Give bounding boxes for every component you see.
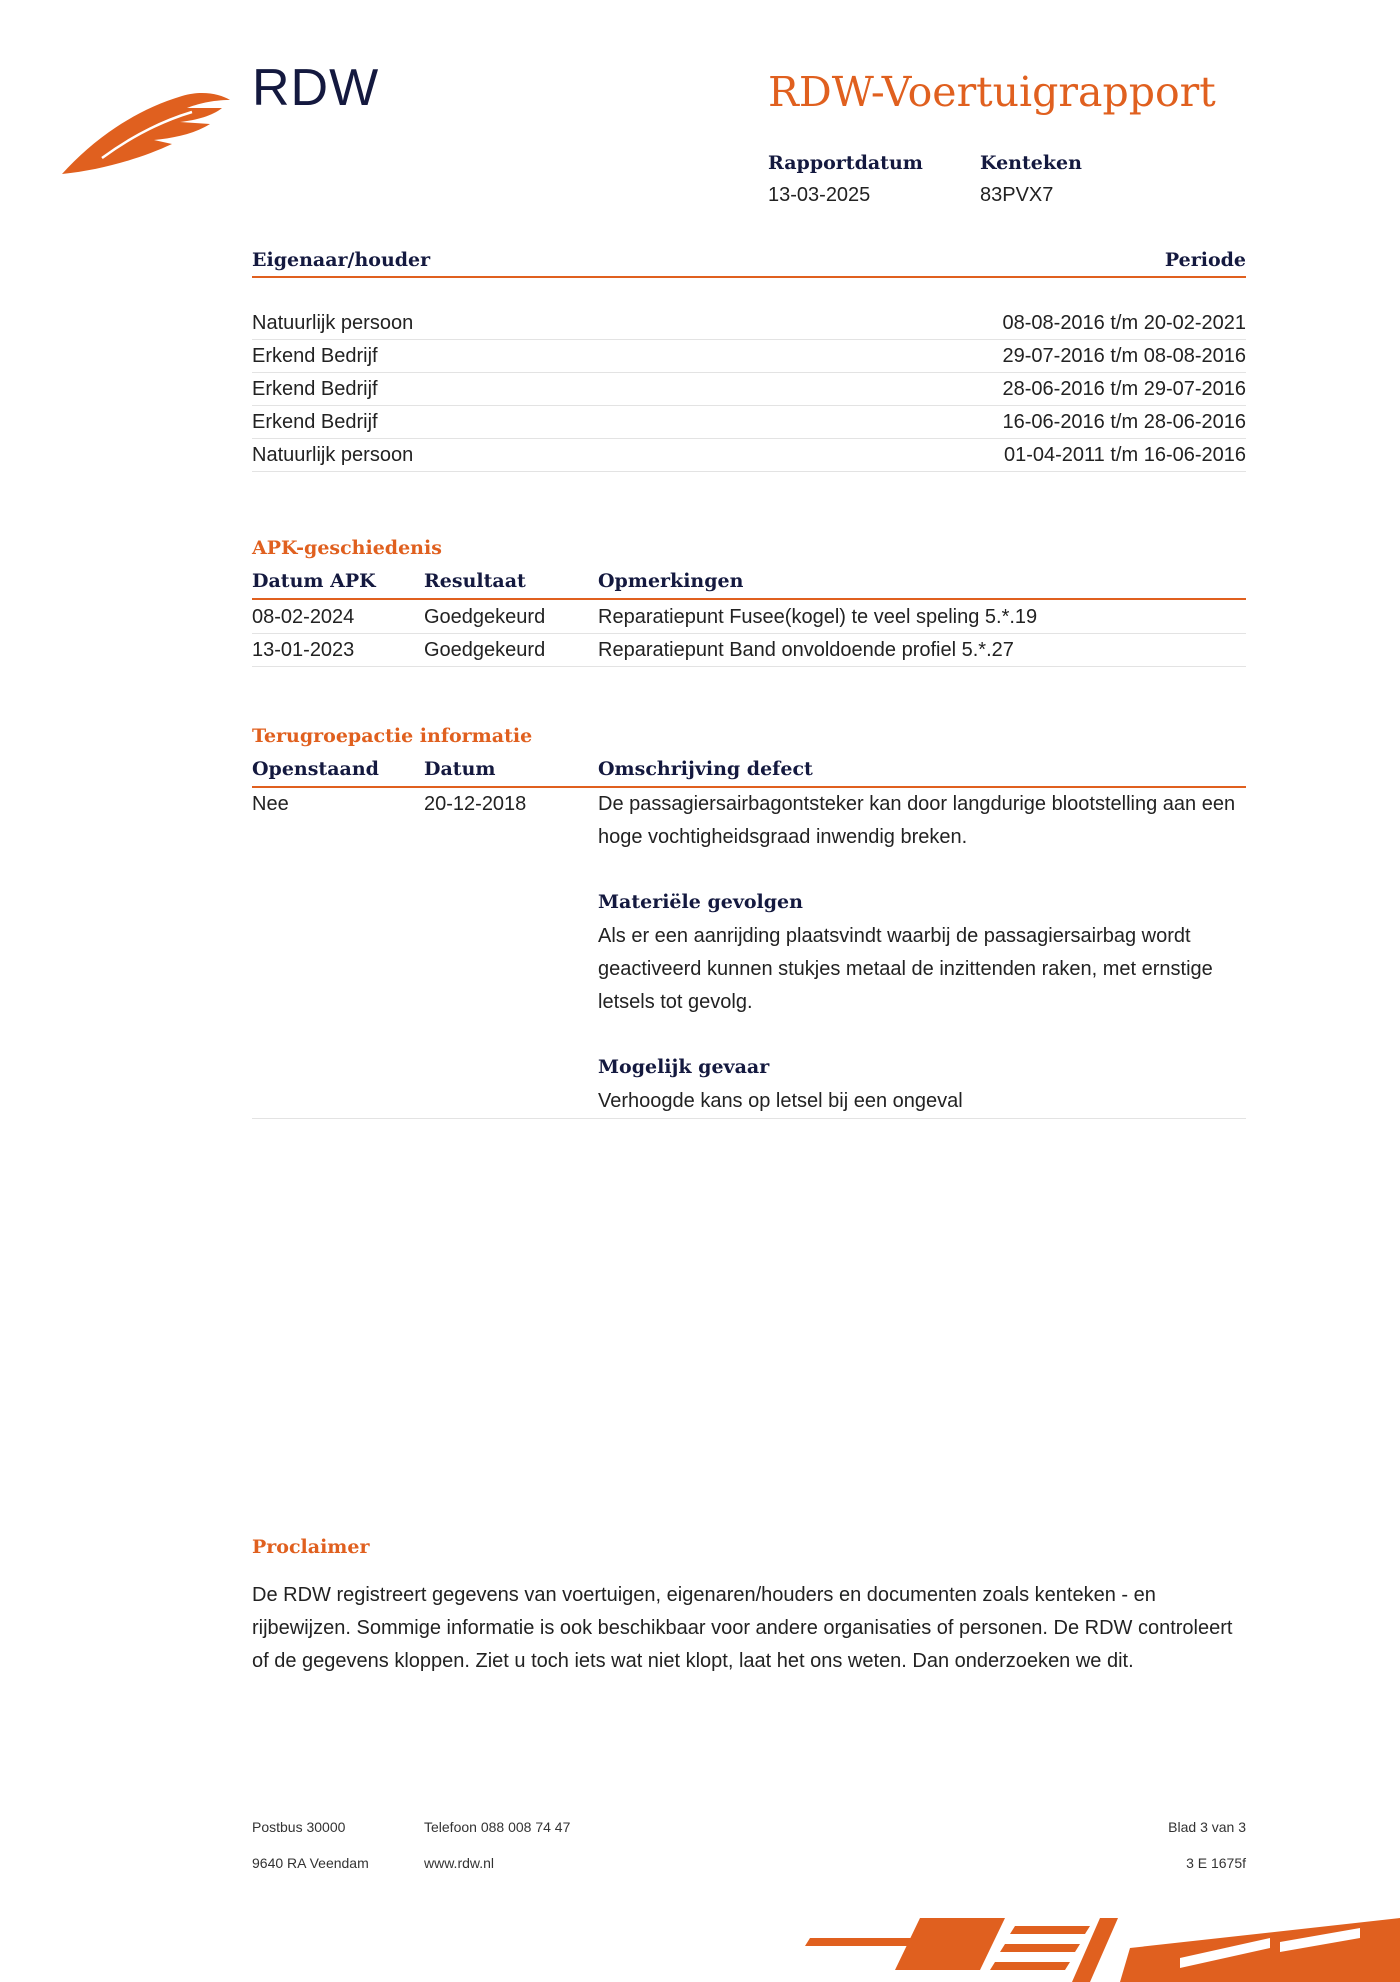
recall-section-title: Terugroepactie informatie [252, 725, 533, 747]
decorative-stripes-icon [800, 1908, 1400, 1982]
owner-period: 28-06-2016 t/m 29-07-2016 [1002, 378, 1246, 400]
apk-result: Goedgekeurd [424, 639, 546, 661]
owner-period: 29-07-2016 t/m 08-08-2016 [1002, 345, 1246, 367]
footer-website: www.rdw.nl [424, 1855, 495, 1871]
owner-name: Natuurlijk persoon [252, 444, 414, 466]
consequences-text: Als er een aanrijding plaatsvindt waarbij de passagiersairbag wordt geactiveerd kunnen stukjes metaal de inzittenden raken, met ernstige letsels tot gevolg. [598, 925, 1213, 1013]
rdw-logo-icon [62, 86, 242, 181]
apk-remarks-column-header: Opmerkingen [598, 570, 744, 592]
recall-date-column-header: Datum [424, 758, 496, 780]
recall-defect-column-header: Omschrijving defect [598, 758, 813, 780]
apk-section-title: APK-geschiedenis [252, 537, 442, 559]
proclaimer-title: Proclaimer [252, 1536, 370, 1558]
danger-heading: Mogelijk gevaar [598, 1056, 770, 1078]
owner-row [252, 406, 1246, 439]
brand-logo-text: RDW [252, 59, 380, 117]
owner-column-header: Eigenaar/houder [252, 249, 431, 271]
recall-row-divider [252, 1118, 1246, 1119]
consequences-heading: Materiële gevolgen [598, 891, 803, 913]
plate-label: Kenteken [980, 152, 1082, 174]
footer-doc-code: 3 E 1675f [1186, 1855, 1246, 1871]
recall-open-value: Nee [252, 793, 289, 815]
page-title: RDW-Voertuigrapport [768, 68, 1216, 116]
owner-row [252, 439, 1246, 472]
period-column-header: Periode [1164, 249, 1246, 271]
apk-row-divider [252, 666, 1246, 667]
apk-date-column-header: Datum APK [252, 570, 376, 592]
apk-result-column-header: Resultaat [424, 570, 526, 592]
apk-remarks: Reparatiepunt Band onvoldoende profiel 5.*.27 [598, 639, 1014, 661]
footer-phone: Telefoon 088 008 74 47 [424, 1819, 571, 1835]
apk-result: Goedgekeurd [424, 606, 546, 628]
owner-name: Erkend Bedrijf [252, 378, 378, 400]
owner-name: Erkend Bedrijf [252, 411, 378, 433]
recall-defect-text: De passagiersairbagontsteker kan door langdurige blootstelling aan een hoge vochtigheidsgraad inwendig breken. [598, 793, 1236, 848]
owner-name: Erkend Bedrijf [252, 345, 378, 367]
report-date-value: 13-03-2025 [768, 184, 871, 206]
apk-date: 13-01-2023 [252, 639, 355, 661]
owner-period: 08-08-2016 t/m 20-02-2021 [1002, 312, 1246, 334]
apk-row-divider [252, 633, 1246, 634]
proclaimer-text: De RDW registreert gegevens van voertuigen, eigenaren/houders en documenten zoals kenteken - en rijbewijzen. Sommige informatie is ook beschikbaar voor andere organisaties of personen. De RDW controleert of de gegevens kloppen. Ziet u toch iets wat niet klopt, laat het ons weten. Dan onderzoeken we dit. [252, 1584, 1233, 1672]
owner-header-rule [252, 276, 1246, 278]
report-date-label: Rapportdatum [768, 152, 923, 174]
footer-city: 9640 RA Veendam [252, 1855, 369, 1871]
footer-postbus: Postbus 30000 [252, 1819, 346, 1835]
apk-header-rule [252, 598, 1246, 600]
recall-date-value: 20-12-2018 [424, 793, 527, 815]
owner-period: 16-06-2016 t/m 28-06-2016 [1002, 411, 1246, 433]
owner-row [252, 340, 1246, 373]
plate-value: 83PVX7 [980, 184, 1054, 206]
recall-open-column-header: Openstaand [252, 758, 379, 780]
owner-period: 01-04-2011 t/m 16-06-2016 [1003, 444, 1246, 466]
footer-page-number: Blad 3 van 3 [1168, 1819, 1246, 1835]
owner-name: Natuurlijk persoon [252, 312, 414, 334]
owner-row [252, 373, 1246, 406]
apk-remarks: Reparatiepunt Fusee(kogel) te veel speling 5.*.19 [598, 606, 1038, 628]
owner-row [252, 307, 1246, 340]
apk-date: 08-02-2024 [252, 606, 355, 628]
danger-text: Verhoogde kans op letsel bij een ongeval [598, 1090, 963, 1112]
